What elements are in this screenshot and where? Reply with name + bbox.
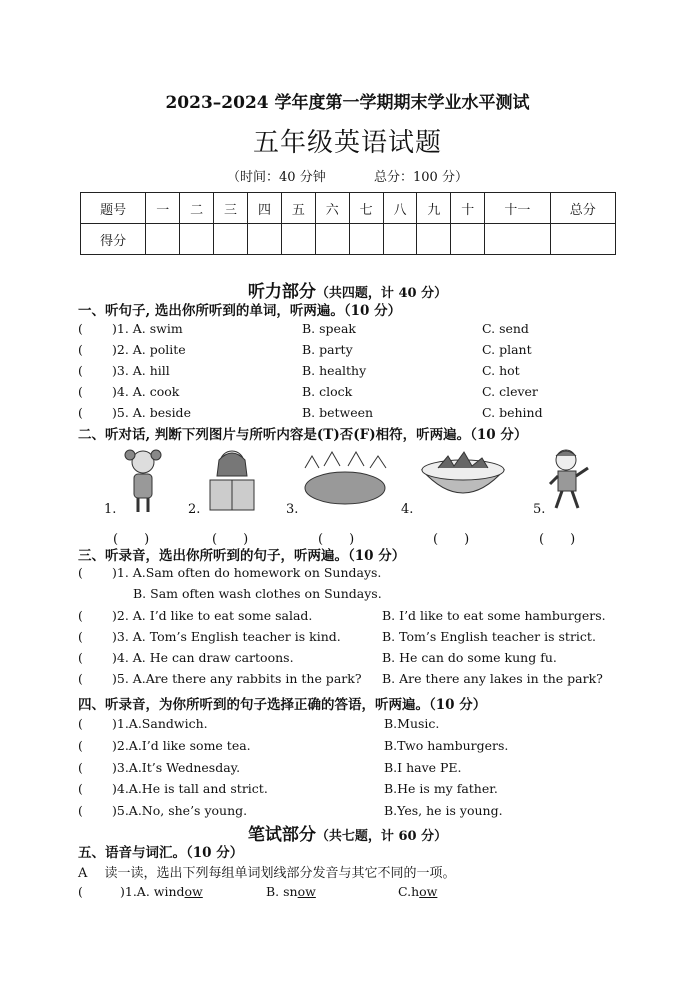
- option-c: C. clever: [482, 384, 538, 399]
- score-cell: 五: [281, 193, 315, 224]
- score-row-label: 得分: [81, 224, 146, 255]
- answer-paren[interactable]: (: [78, 363, 83, 378]
- option-b: [266, 884, 316, 899]
- score-blank[interactable]: [383, 224, 417, 255]
- score-blank[interactable]: [550, 224, 615, 255]
- option-a: )4. A. cook: [112, 384, 180, 399]
- option-a: )4.A.He is tall and strict.: [112, 781, 268, 796]
- question-5-heading: 五、语音与词汇。（10 分）: [78, 845, 244, 861]
- option-b: B. Sam often wash clothes on Sundays.: [133, 586, 382, 601]
- option-b-text: B. sn: [266, 884, 298, 899]
- option-a: )1.A.Sandwich.: [112, 716, 208, 731]
- answer-paren[interactable]: (: [78, 650, 83, 665]
- option-c-underline: ow: [419, 884, 438, 899]
- list-item: [78, 671, 618, 691]
- score-blank[interactable]: [146, 224, 180, 255]
- score-cell: 二: [180, 193, 214, 224]
- option-a: )3. A. Tom’s English teacher is kind.: [112, 629, 341, 644]
- option-a: )2. A. I’d like to eat some salad.: [112, 608, 313, 623]
- option-a: )4. A. He can draw cartoons.: [112, 650, 294, 665]
- option-c: [398, 884, 437, 899]
- boy-kungfu-picture-icon: [546, 446, 590, 514]
- girl-picture-icon: [120, 446, 166, 516]
- exam-info: [0, 166, 695, 185]
- option-a: )5. A.Are there any rabbits in the park?: [112, 671, 362, 686]
- score-blank[interactable]: [248, 224, 282, 255]
- option-a-text: )1.A. wind: [120, 884, 185, 899]
- answer-paren[interactable]: (: [78, 781, 83, 796]
- option-b: B. I’d like to eat some hamburgers.: [382, 608, 606, 623]
- option-c-text: C.h: [398, 884, 420, 899]
- score-cell: 总分: [550, 193, 615, 224]
- score-cell: 三: [214, 193, 248, 224]
- question-4-heading: 四、听录音，为你所听到的句子选择正确的答语，听两遍。（10 分）: [78, 697, 487, 713]
- score-cell: 题号: [81, 193, 146, 224]
- option-c: C. send: [482, 321, 529, 336]
- score-blank[interactable]: [349, 224, 383, 255]
- option-a: [120, 884, 203, 899]
- list-item: [78, 716, 618, 736]
- option-a: )5. A. beside: [112, 405, 191, 420]
- list-item: [78, 565, 618, 585]
- option-c: C. plant: [482, 342, 532, 357]
- list-item: [78, 586, 618, 606]
- score-cell: 十: [451, 193, 485, 224]
- exam-subtitle: 五年级英语试题: [252, 128, 442, 158]
- salad-bowl-picture-icon: [418, 446, 508, 510]
- option-b: B.Two hamburgers.: [384, 738, 509, 753]
- total-info: 总分：100 分）: [374, 170, 468, 185]
- score-blank[interactable]: [281, 224, 315, 255]
- option-b: B. clock: [302, 384, 353, 399]
- score-blank[interactable]: [315, 224, 349, 255]
- score-table-header-row: [81, 193, 616, 224]
- writing-title-note: （共七题，计 60 分）: [315, 829, 448, 844]
- option-a: )3. A. hill: [112, 363, 170, 378]
- list-item: [78, 629, 618, 649]
- list-item: [78, 884, 618, 904]
- option-b: B.He is my father.: [384, 781, 498, 796]
- answer-paren[interactable]: ( ): [539, 532, 576, 547]
- score-blank[interactable]: [417, 224, 451, 255]
- option-b: B. party: [302, 342, 353, 357]
- question-3-heading: 三、听录音，选出你所听到的句子，听两遍。（10 分）: [78, 548, 406, 564]
- option-b: B.Music.: [384, 716, 440, 731]
- list-item: [78, 760, 618, 780]
- score-cell: 四: [248, 193, 282, 224]
- score-blank[interactable]: [451, 224, 485, 255]
- list-item: [78, 650, 618, 670]
- answer-paren[interactable]: (: [78, 803, 83, 818]
- reading-girl-picture-icon: [202, 446, 262, 514]
- list-item: [78, 405, 618, 425]
- option-b-underline: ow: [297, 884, 316, 899]
- option-a: )3.A.It’s Wednesday.: [112, 760, 241, 775]
- option-a: )2. A. polite: [112, 342, 186, 357]
- answer-paren[interactable]: ( ): [318, 532, 355, 547]
- score-cell: 十一: [485, 193, 550, 224]
- answer-paren[interactable]: (: [78, 405, 83, 420]
- list-item: [78, 608, 618, 628]
- answer-paren[interactable]: (: [78, 384, 83, 399]
- picture-number: 3.: [286, 502, 299, 517]
- score-table-score-row: [81, 224, 616, 255]
- option-c: C. behind: [482, 405, 543, 420]
- answer-paren[interactable]: (: [78, 671, 83, 686]
- option-b: B. He can do some kung fu.: [382, 650, 557, 665]
- lake-picture-icon: [300, 446, 390, 510]
- option-a-underline: ow: [184, 884, 203, 899]
- score-table: [80, 192, 616, 255]
- option-b: B. Tom’s English teacher is strict.: [382, 629, 596, 644]
- score-cell: 七: [349, 193, 383, 224]
- picture-row: [78, 446, 618, 546]
- answer-paren[interactable]: (: [78, 321, 83, 336]
- answer-paren[interactable]: (: [78, 629, 83, 644]
- answer-paren[interactable]: (: [78, 565, 83, 580]
- answer-paren[interactable]: ( ): [113, 532, 150, 547]
- option-c: C. hot: [482, 363, 520, 378]
- question-1-heading: 一、听句子, 选出你所听到的单词，听两遍。（10 分）: [78, 303, 402, 319]
- score-blank[interactable]: [214, 224, 248, 255]
- score-cell: 八: [383, 193, 417, 224]
- picture-number: 5.: [533, 502, 546, 517]
- score-blank[interactable]: [485, 224, 550, 255]
- time-info: （时间：40 分钟: [227, 170, 326, 185]
- listening-title-note: （共四题，计 40 分）: [315, 286, 448, 301]
- score-cell: 九: [417, 193, 451, 224]
- option-b: B. speak: [302, 321, 356, 336]
- option-a: )5.A.No, she’s young.: [112, 803, 248, 818]
- score-blank[interactable]: [180, 224, 214, 255]
- list-item: [78, 738, 618, 758]
- option-b: B.Yes, he is young.: [384, 803, 503, 818]
- score-cell: 一: [146, 193, 180, 224]
- list-item: [78, 781, 618, 801]
- option-b: B. between: [302, 405, 374, 420]
- answer-paren[interactable]: (: [78, 716, 83, 731]
- answer-paren[interactable]: (: [78, 738, 83, 753]
- score-cell: 六: [315, 193, 349, 224]
- answer-paren[interactable]: ( ): [212, 532, 249, 547]
- option-b: B. Are there any lakes in the park?: [382, 671, 603, 686]
- list-item: [78, 321, 618, 341]
- answer-paren[interactable]: (: [78, 760, 83, 775]
- picture-number: 2.: [188, 502, 201, 517]
- answer-paren[interactable]: (: [78, 342, 83, 357]
- list-item: [78, 363, 618, 383]
- option-b: B. healthy: [302, 363, 367, 378]
- option-a: )1. A.Sam often do homework on Sundays.: [112, 565, 382, 580]
- option-b: B.I have PE.: [384, 760, 462, 775]
- answer-paren[interactable]: (: [78, 608, 83, 623]
- picture-number: 4.: [401, 502, 414, 517]
- question-2-heading: 二、听对话, 判断下列图片与所听内容是(T)否(F)相符，听两遍。（10 分）: [78, 427, 528, 443]
- list-item: [78, 384, 618, 404]
- option-a: )2.A.I’d like some tea.: [112, 738, 251, 753]
- picture-number: 1.: [104, 502, 117, 517]
- question-5-instruction: A 读一读，选出下列每组单词划线部分发音与其它不同的一项。: [78, 866, 456, 881]
- writing-title-text: 笔试部分: [247, 825, 316, 845]
- answer-paren[interactable]: ( ): [433, 532, 470, 547]
- answer-paren[interactable]: (: [78, 884, 83, 899]
- listening-title-text: 听力部分: [247, 282, 316, 302]
- option-a: )1. A. swim: [112, 321, 183, 336]
- list-item: [78, 342, 618, 362]
- exam-title: 2023–2024 学年度第一学期期末学业水平测试: [165, 93, 530, 113]
